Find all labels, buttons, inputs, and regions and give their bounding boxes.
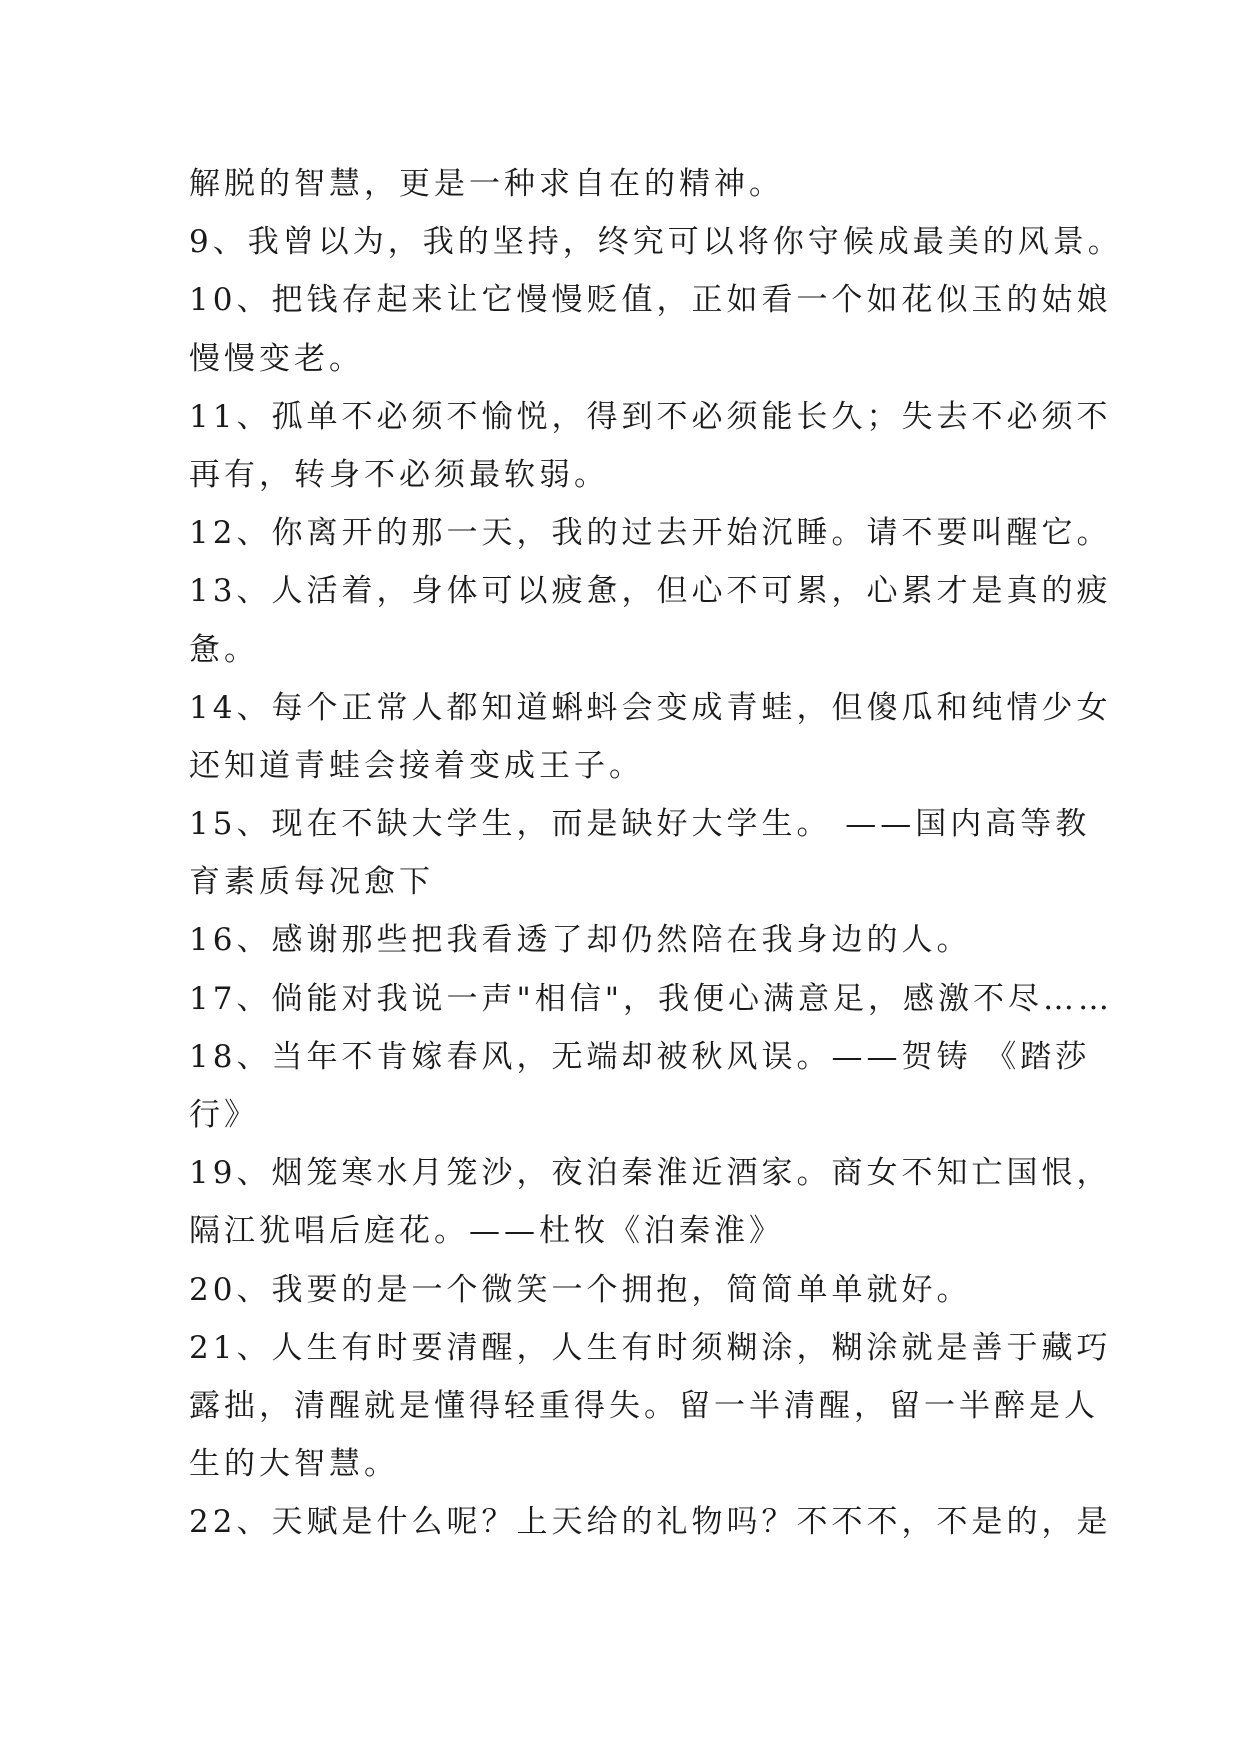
text-line: 隔江犹唱后庭花。——杜牧《泊秦淮》 [189, 1213, 784, 1250]
text-line: 育素质每况愈下 [189, 864, 434, 901]
text-line: 解脱的智慧，更是一种求自在的精神。 [189, 166, 784, 202]
text-line: 行》 [189, 1097, 259, 1133]
text-line: 16、感谢那些把我看透了却仍然陪在我身边的人。 [189, 922, 972, 959]
text-line: 15、现在不缺大学生，而是缺好大学生。 ——国内高等教 [189, 806, 1091, 843]
document-text [189, 155, 1123, 1552]
text-line: 9、我曾以为，我的坚持，终究可以将你守候成最美的风景。 [189, 224, 1123, 261]
text-line: 生的大智慧。 [189, 1446, 399, 1483]
text-line: 还知道青蛙会接着变成王子。 [189, 747, 644, 784]
text-line: 13、人活着，身体可以疲惫，但心不可累，心累才是真的疲 [189, 573, 1112, 610]
text-line: 17、倘能对我说一声"相信"，我便心满意足，感激不尽…… [189, 980, 1113, 1017]
text-line: 10、把钱存起来让它慢慢贬值，正如看一个如花似玉的姑娘 [189, 282, 1112, 319]
text-line: 再有，转身不必须最软弱。 [189, 456, 609, 493]
text-line: 22、天赋是什么呢？上天给的礼物吗？不不不，不是的，是 [189, 1504, 1112, 1541]
text-line: 11、孤单不必须不愉悦，得到不必须能长久；失去不必须不 [189, 398, 1112, 435]
text-line: 14、每个正常人都知道蝌蚪会变成青蛙，但傻瓜和纯情少女 [189, 689, 1112, 726]
text-line: 12、你离开的那一天，我的过去开始沉睡。请不要叫醒它。 [189, 515, 1112, 552]
text-line: 惫。 [189, 631, 259, 668]
text-line: 慢慢变老。 [189, 340, 364, 377]
text-line: 18、当年不肯嫁春风，无端却被秋风误。——贺铸 《踏莎 [189, 1038, 1091, 1075]
text-line: 21、人生有时要清醒，人生有时须糊涂，糊涂就是善于藏巧 [189, 1329, 1112, 1366]
text-line: 露拙，清醒就是懂得轻重得失。留一半清醒，留一半醉是人 [189, 1387, 1099, 1424]
text-line: 20、我要的是一个微笑一个拥抱，简简单单就好。 [189, 1271, 972, 1308]
text-line: 19、烟笼寒水月笼沙，夜泊秦淮近酒家。商女不知亡国恨， [189, 1155, 1112, 1192]
